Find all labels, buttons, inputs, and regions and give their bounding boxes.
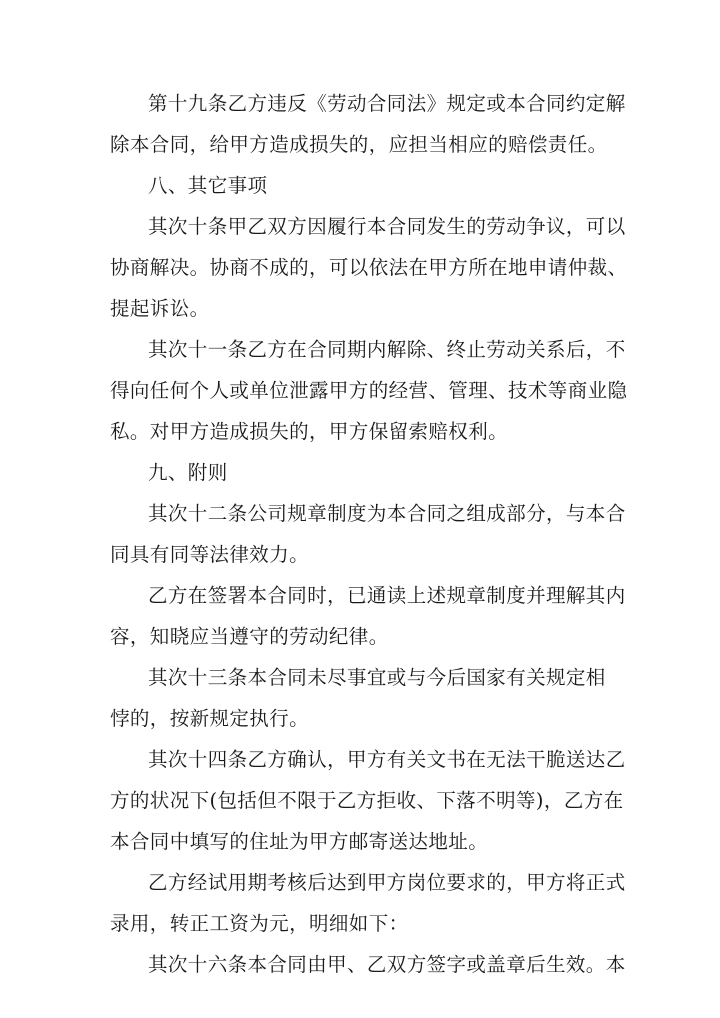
text-line: 悖的，按新规定执行。 bbox=[110, 707, 310, 730]
text-line: 同具有同等法律效力。 bbox=[110, 543, 310, 566]
text-line: 乙方在签署本合同时，已通读上述规章制度并理解其内 bbox=[148, 584, 626, 607]
text-line: 其次十一条乙方在合同期内解除、终止劳动关系后，不 bbox=[148, 338, 626, 361]
text-line: 其次十六条本合同由甲、乙双方签字或盖章后生效。本 bbox=[148, 953, 626, 976]
text-line: 其次十四条乙方确认，甲方有关文书在无法干脆送达乙 bbox=[148, 748, 626, 771]
text-line: 其次十三条本合同未尽事宜或与今后国家有关规定相 bbox=[148, 666, 606, 689]
section-heading: 八、其它事项 bbox=[148, 174, 268, 197]
text-line: 得向任何个人或单位泄露甲方的经营、管理、技术等商业隐 bbox=[110, 379, 628, 402]
text-line: 第十九条乙方违反《劳动合同法》规定或本合同约定解 bbox=[148, 92, 626, 115]
text-line: 录用，转正工资为元，明细如下： bbox=[110, 912, 409, 935]
section-heading: 九、附则 bbox=[148, 461, 228, 484]
text-line: 乙方经试用期考核后达到甲方岗位要求的，甲方将正式 bbox=[148, 871, 626, 894]
text-line: 方的状况下(包括但不限于乙方拒收、下落不明等)，乙方在 bbox=[110, 789, 624, 812]
text-line: 容，知晓应当遵守的劳动纪律。 bbox=[110, 625, 389, 648]
text-line: 私。对甲方造成损失的，甲方保留索赔权利。 bbox=[110, 420, 509, 443]
text-line: 本合同中填写的住址为甲方邮寄送达地址。 bbox=[110, 830, 489, 853]
text-line: 其次十条甲乙双方因履行本合同发生的劳动争议，可以 bbox=[148, 215, 626, 238]
text-line: 提起诉讼。 bbox=[110, 297, 210, 320]
text-line: 除本合同，给甲方造成损失的，应担当相应的赔偿责任。 bbox=[110, 133, 608, 156]
text-line: 其次十二条公司规章制度为本合同之组成部分，与本合 bbox=[148, 502, 626, 525]
text-line: 协商解决。协商不成的，可以依法在甲方所在地申请仲裁、 bbox=[110, 256, 628, 279]
